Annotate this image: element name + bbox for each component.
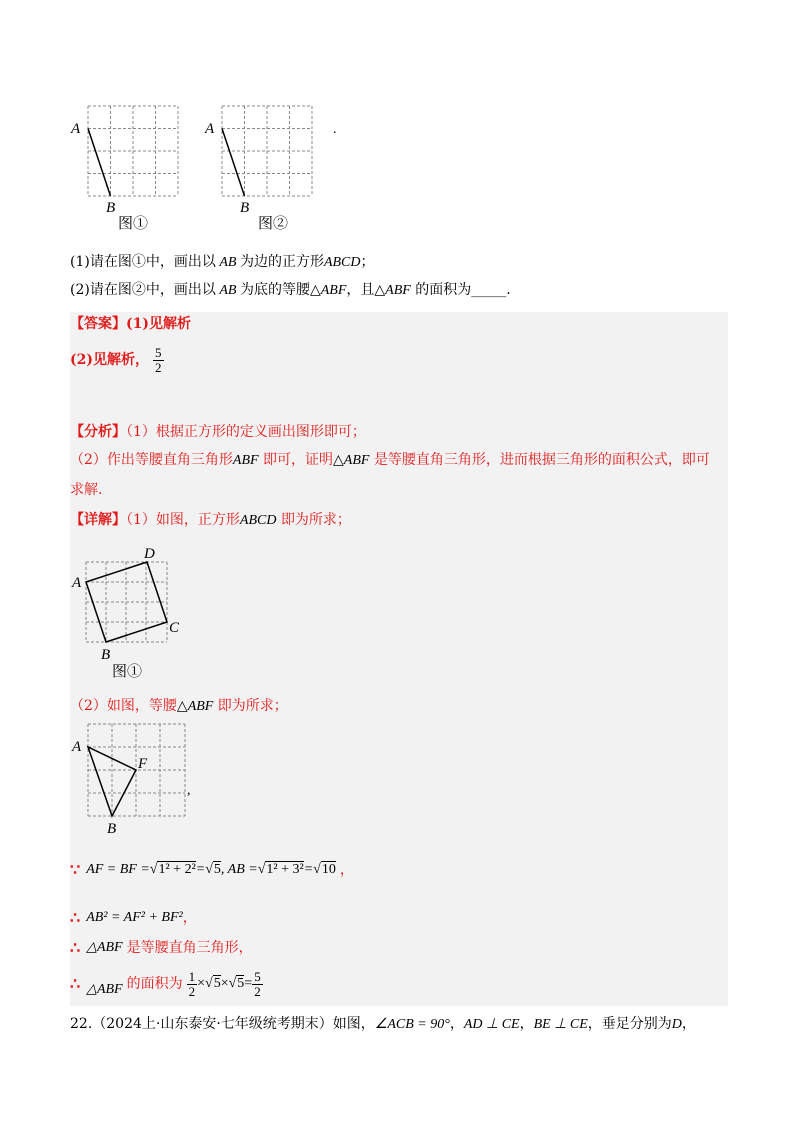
figure-2-grid bbox=[202, 100, 352, 230]
answer-line-2: (2)见解析， $\frac{5}{2}$ bbox=[70, 344, 162, 375]
segment-ab bbox=[88, 129, 111, 197]
label-b: B bbox=[107, 821, 117, 837]
label-a: A bbox=[205, 121, 215, 137]
figure-1-grid bbox=[68, 100, 188, 230]
solution-figure-1 bbox=[68, 544, 198, 680]
analysis-line-2: （2）作出等腰直角三角形ABF 即可，证明△ABF 是等腰直角三角形，进而根据三角形的面积公式，即可 bbox=[70, 452, 710, 468]
label-c: C bbox=[169, 620, 180, 636]
segment-ab bbox=[222, 129, 245, 197]
analysis-line-3: 求解. bbox=[70, 482, 103, 498]
question-2: (2)请在图②中，画出以 AB 为底的等腰△ABF，且△ABF 的面积为_____. bbox=[70, 282, 511, 298]
question-1: (1)请在图①中，画出以 AB 为边的正方形ABCD； bbox=[70, 254, 375, 270]
fraction-five-halves: $\frac{5}{2}$ bbox=[155, 344, 162, 375]
label-b: B bbox=[240, 200, 250, 216]
step-2: ∴ AB² = AF² + BF² ， bbox=[70, 908, 197, 927]
step-3: ∴ △ABF 是等腰直角三角形， bbox=[70, 938, 253, 957]
analysis-line-1: 【分析】（1）根据正方形的定义画出图形即可； bbox=[70, 424, 366, 440]
detail-line-1: 【详解】（1）如图，正方形ABCD 即为所求； bbox=[70, 512, 351, 528]
figure-2-caption: 图② bbox=[258, 216, 289, 230]
step-1: ∵ AF = BF = √1² + 2² = √5 , AB = √1² + 3² = √10 ， bbox=[70, 860, 354, 879]
detail-line-2: （2）如图，等腰△ABF 即为所求； bbox=[70, 698, 288, 714]
label-a: A bbox=[71, 121, 81, 137]
step-4: ∴ △ABF 的面积为 $\frac{1}{2}$ × √5 × √5 = $\frac{5}{2}$ bbox=[70, 968, 261, 999]
solution-figure-2 bbox=[68, 720, 198, 838]
label-f: F bbox=[138, 756, 148, 772]
answer-line-1: 【答案】(1)见解析 bbox=[70, 316, 191, 332]
label-a: A bbox=[72, 575, 82, 591]
question-22: 22.（2024上·山东泰安·七年级统考期末）如图，∠ACB = 90°，AD ⊥ CE，BE ⊥ CE，垂足分别为D， bbox=[70, 1016, 696, 1032]
dot-mark: . bbox=[333, 122, 337, 137]
figure-comma: , bbox=[187, 783, 191, 798]
figure-1-caption: 图① bbox=[118, 216, 149, 230]
solution-figure-1-caption: 图① bbox=[112, 664, 143, 680]
label-a: A bbox=[72, 739, 82, 755]
label-d: D bbox=[144, 546, 155, 562]
label-b: B bbox=[101, 647, 111, 663]
label-b: B bbox=[106, 200, 116, 216]
